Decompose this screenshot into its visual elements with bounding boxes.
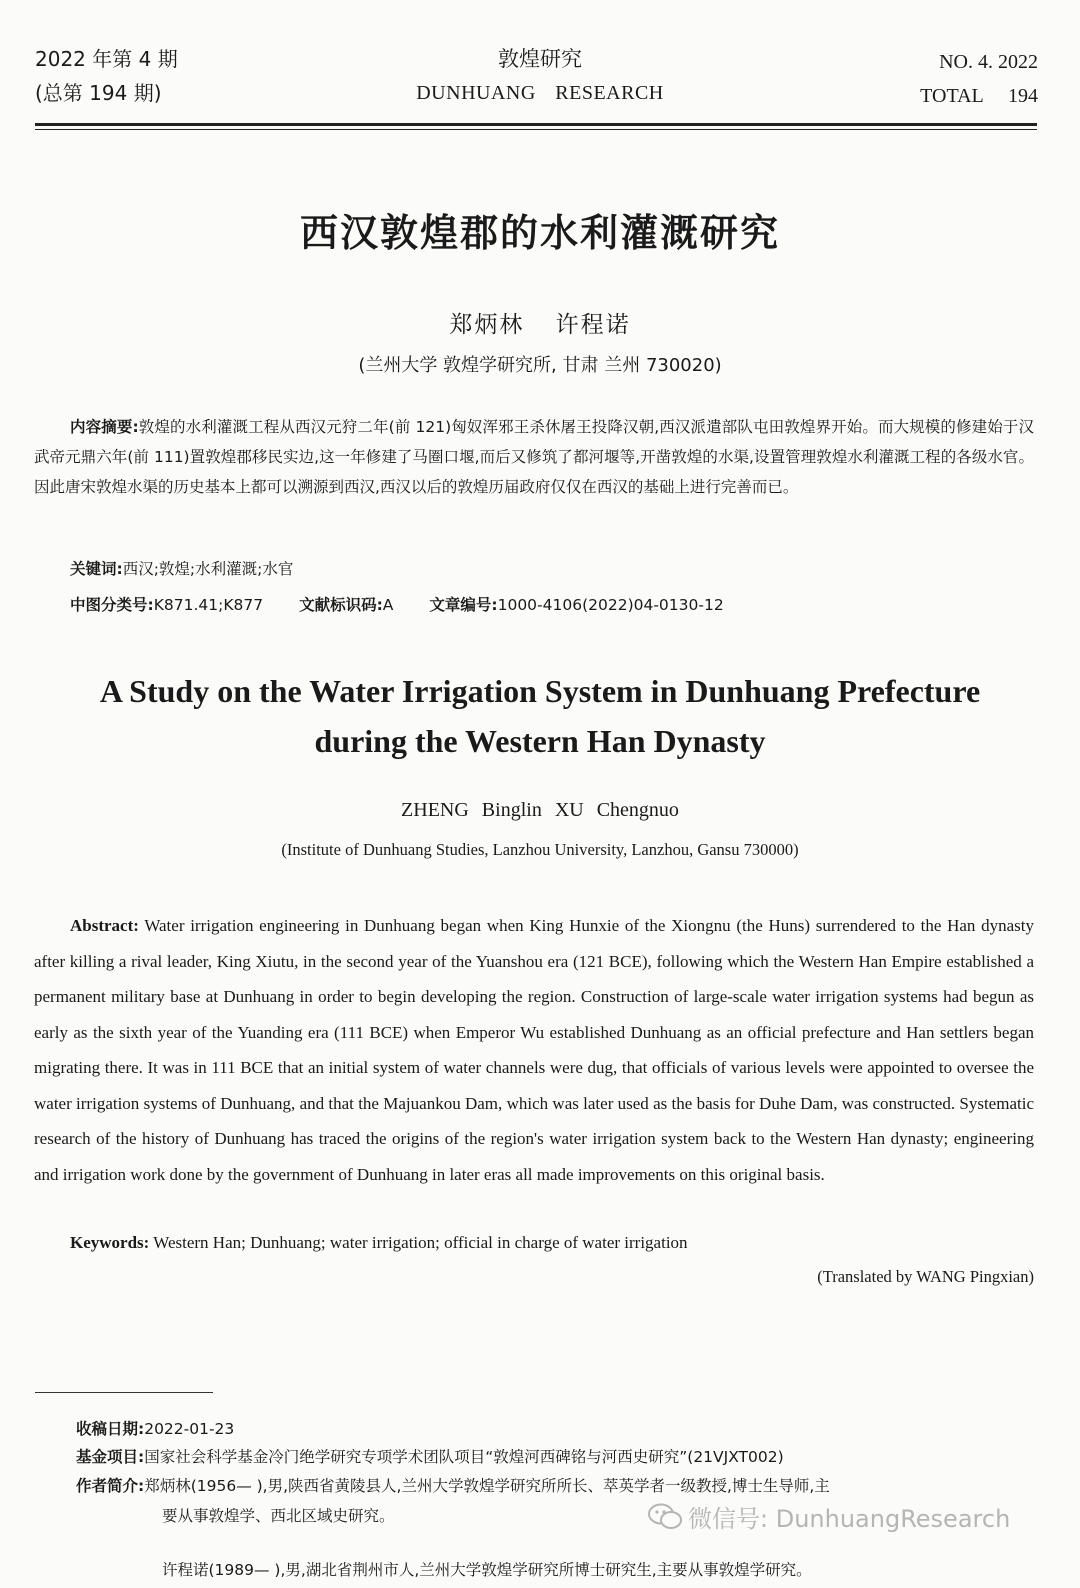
received-label: 收稿日期: xyxy=(76,1420,145,1438)
article-title-en xyxy=(0,666,1080,766)
keywords-en xyxy=(70,1228,688,1258)
received-value: 2022-01-23 xyxy=(144,1420,235,1438)
abstract-zh-text: 敦煌的水利灌溉工程从西汉元狩二年(前 121)匈奴浑邪王杀休屠王投降汉朝,西汉派遣部队屯田敦煌界开始。而大规模的修建始于汉武帝元鼎六年(前 111)置敦煌郡移民实边,这一年修建了马圈口堰,而后又修筑了都河堰等,开凿敦煌的水渠,设置管理敦煌水利灌溉工程的各级水官。因此唐宋敦煌水渠的历史基本上都可以溯源到西汉,西汉以后的敦煌历届政府仅仅在西汉的基础上进行完善而已。 xyxy=(34,418,1034,496)
article-number-label: 文章编号: xyxy=(429,596,498,614)
doc-code-label: 文献标识码: xyxy=(299,596,383,614)
article-title-en-line1: A Study on the Water Irrigation System in Dunhuang Prefecture xyxy=(99,673,981,709)
journal-name xyxy=(0,42,1080,110)
doc-code-value: A xyxy=(382,596,394,614)
affiliation-en: (Institute of Dunhuang Studies, Lanzhou University, Lanzhou, Gansu 730000) xyxy=(281,840,799,859)
footnote-bio2: 许程诺(1989— ),男,湖北省荆州市人,兰州大学敦煌学研究所博士研究生,主要从事敦煌学研究。 xyxy=(162,1561,812,1579)
wechat-watermark xyxy=(648,1499,1010,1537)
total-issue-number: (总第 194 期) xyxy=(35,81,162,105)
classification-line xyxy=(70,591,724,619)
bio1-line1: 郑炳林(1956— ),男,陕西省黄陵县人,兰州大学敦煌学研究所所长、萃英学者一级教授,博士生导师,主 xyxy=(144,1477,830,1495)
header-rule-thick xyxy=(35,123,1037,126)
issue-number-en: NO. 4. 2022 xyxy=(939,51,1038,73)
affiliation-zh: (兰州大学 敦煌学研究所, 甘肃 兰州 730020) xyxy=(358,355,722,376)
bio-label: 作者简介: xyxy=(76,1477,145,1495)
keywords-en-label: Keywords: xyxy=(70,1233,150,1252)
bio1-line2: 要从事敦煌学、西北区域史研究。 xyxy=(162,1507,395,1525)
watermark-text: 微信号: DunhuangResearch xyxy=(688,1505,1011,1533)
footnote-rule xyxy=(35,1392,213,1393)
clc-value: K871.41;K877 xyxy=(153,596,264,614)
authors-zh: 郑炳林 许程诺 xyxy=(449,312,631,338)
article-title-zh: 西汉敦煌郡的水利灌溉研究 xyxy=(299,211,780,255)
keywords-zh-label: 关键词: xyxy=(70,560,123,578)
article-number-value: 1000-4106(2022)04-0130-12 xyxy=(497,596,724,614)
journal-name-zh: 敦煌研究 xyxy=(498,47,582,71)
issue-number: 2022 年第 4 期 xyxy=(35,47,178,71)
article-title-en-line2: during the Western Han Dynasty xyxy=(314,723,766,759)
translator-credit: (Translated by WANG Pingxian) xyxy=(817,1267,1034,1286)
keywords-zh xyxy=(70,555,293,583)
keywords-en-text: Western Han; Dunhuang; water irrigation; official in charge of water irrigation xyxy=(153,1233,688,1252)
abstract-zh xyxy=(34,412,1034,502)
abstract-en-text: Water irrigation engineering in Dunhuang began when King Hunxie of the Xiongnu (the Huns) surrendered to the Han dynasty after killing a rival leader, King Xiutu, in the second year of the Yuanshou era (121 BCE), following which the Western Han Empire established a permanent military base at Dunhuang in order to begin developing the region. Construction of large-scale water irrigation systems had begun as early as the sixth year of the Yuanding era (111 BCE) when Emperor Wu established Dunhuang as an official prefecture and Han settlers began migrating there. It was in 111 BCE that an initial system of water channels were dug, that officials of various levels were appointed to oversee the water irrigation systems of Dunhuang, and that the Majuankou Dam, which was later used as the basis for Duhe Dam, was constructed. Systematic research of the history of Dunhuang has traced the origins of the region's water irrigation system back to the Western Han dynasty; engineering and irrigation work done by the government of Dunhuang in later eras all made improvements on this original basis. xyxy=(34,916,1034,1184)
clc-label: 中图分类号: xyxy=(70,596,154,614)
authors-en: ZHENG Binglin XU Chengnuo xyxy=(401,799,679,821)
header-rule-thin xyxy=(35,129,1037,130)
footnote-fund xyxy=(76,1442,1036,1472)
wechat-icon xyxy=(648,1503,682,1537)
total-issue-en: TOTAL 194 xyxy=(920,85,1038,107)
fund-label: 基金项目: xyxy=(76,1448,145,1466)
fund-value: 国家社会科学基金冷门绝学研究专项学术团队项目“敦煌河西碑铭与河西史研究”(21VJXT002) xyxy=(144,1448,784,1466)
abstract-en xyxy=(34,908,1034,1192)
issue-info-en xyxy=(920,45,1038,113)
keywords-zh-text: 西汉;敦煌;水利灌溉;水官 xyxy=(122,560,294,578)
journal-name-en: DUNHUANG RESEARCH xyxy=(416,82,664,104)
abstract-zh-label: 内容摘要: xyxy=(70,418,139,436)
abstract-en-label: Abstract: xyxy=(70,916,139,935)
footnote-received xyxy=(76,1414,1036,1444)
